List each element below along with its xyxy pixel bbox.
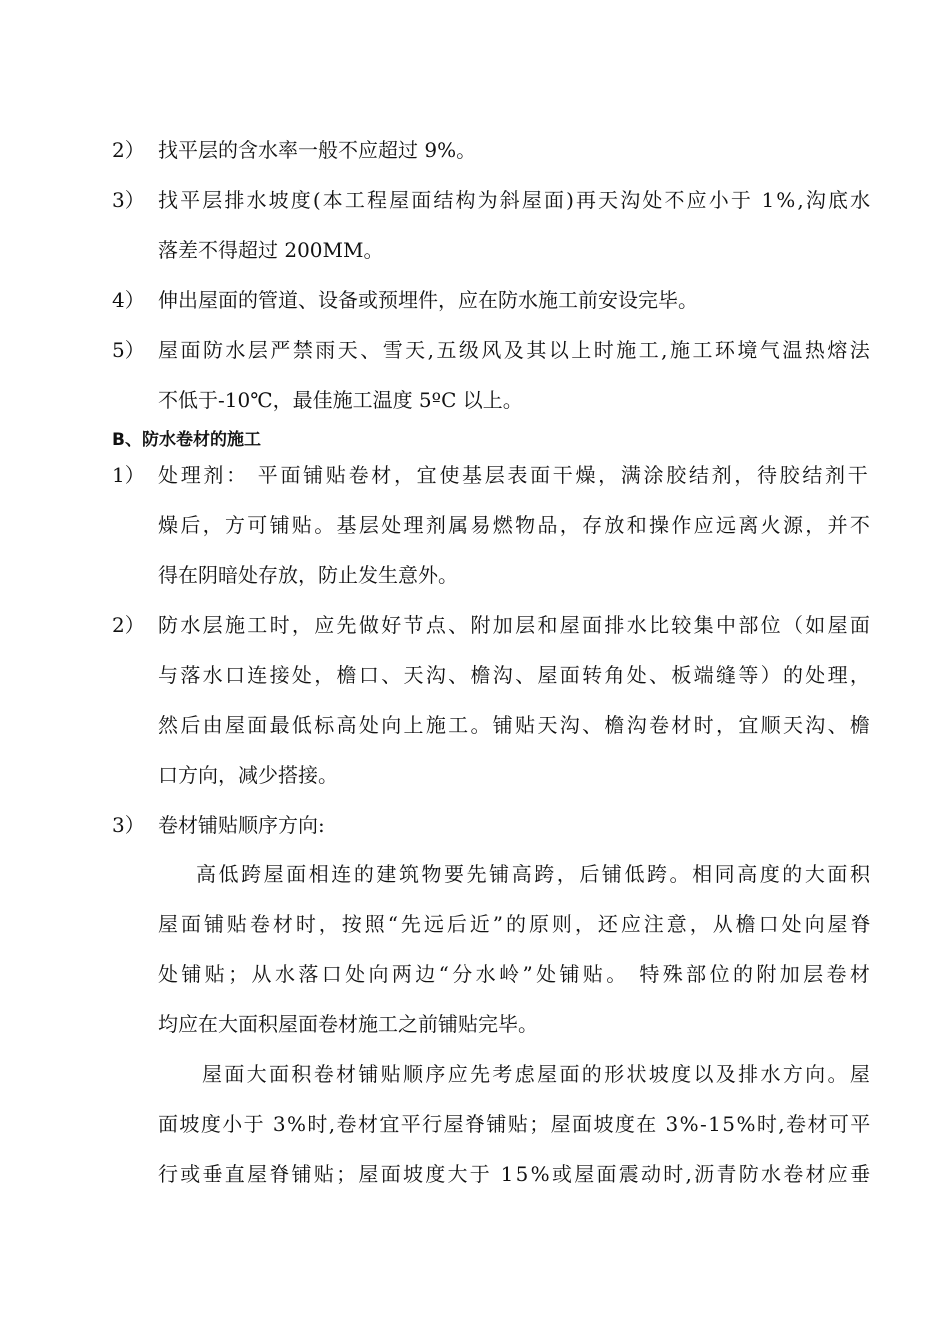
item-text: 与落水口连接处，檐口、天沟、檐沟、屋面转角处、板端缝等）的处理，: [158, 663, 873, 687]
item-text: 燥后，方可铺贴。基层处理剂属易燃物品，存放和操作应远离火源，并不: [158, 513, 873, 537]
item-text: 找平层排水坡度(本工程屋面结构为斜屋面)再天沟处不应小于 1%,沟底水: [158, 188, 873, 212]
paragraph-text: 屋面铺贴卷材时，按照“先远后近”的原则，还应注意，从檐口处向屋脊: [158, 912, 874, 936]
item-text: 防水层施工时，应先做好节点、附加层和屋面排水比较集中部位（如屋面: [158, 613, 873, 637]
item-text: 落差不得超过 200MM。: [158, 238, 384, 262]
item-text: 屋面防水层严禁雨天、雪天,五级风及其以上时施工,施工环境气温热熔法: [158, 338, 873, 362]
item-text: 卷材铺贴顺序方向:: [158, 813, 325, 837]
paragraph-text: 屋面大面积卷材铺贴顺序应先考虑屋面的形状坡度以及排水方向。屋: [202, 1062, 873, 1086]
item-text: 得在阴暗处存放，防止发生意外。: [158, 563, 458, 587]
item-number: 2）: [112, 138, 145, 162]
item-number: 3）: [112, 813, 145, 837]
item-number: 4）: [112, 288, 145, 312]
item-number: 3）: [112, 188, 145, 212]
section-heading: B、防水卷材的施工: [112, 430, 261, 450]
item-text: 伸出屋面的管道、设备或预埋件，应在防水施工前安设完毕。: [158, 288, 698, 312]
item-text: 口方向，减少搭接。: [158, 763, 338, 787]
paragraph-text: 行或垂直屋脊铺贴；屋面坡度大于 15%或屋面震动时,沥青防水卷材应垂: [158, 1162, 873, 1186]
item-text: 不低于-10℃，最佳施工温度 5ºC 以上。: [158, 388, 523, 412]
paragraph-text: 处铺贴；从水落口处向两边“分水岭”处铺贴。 特殊部位的附加层卷材: [158, 962, 874, 986]
item-text: 然后由屋面最低标高处向上施工。铺贴天沟、檐沟卷材时，宜顺天沟、檐: [158, 713, 873, 737]
item-number: 1）: [112, 463, 145, 487]
item-number: 2）: [112, 613, 145, 637]
item-text: 找平层的含水率一般不应超过 9%。: [158, 138, 477, 162]
paragraph-text: 面坡度小于 3%时,卷材宜平行屋脊铺贴；屋面坡度在 3%-15%时,卷材可平: [158, 1112, 872, 1136]
item-text: 处理剂： 平面铺贴卷材，宜使基层表面干燥，满涂胶结剂，待胶结剂干: [158, 463, 871, 487]
item-number: 5）: [112, 338, 145, 362]
paragraph-text: 高低跨屋面相连的建筑物要先铺高跨，后铺低跨。相同高度的大面积: [196, 862, 873, 886]
paragraph-text: 均应在大面积屋面卷材施工之前铺贴完毕。: [158, 1012, 538, 1036]
